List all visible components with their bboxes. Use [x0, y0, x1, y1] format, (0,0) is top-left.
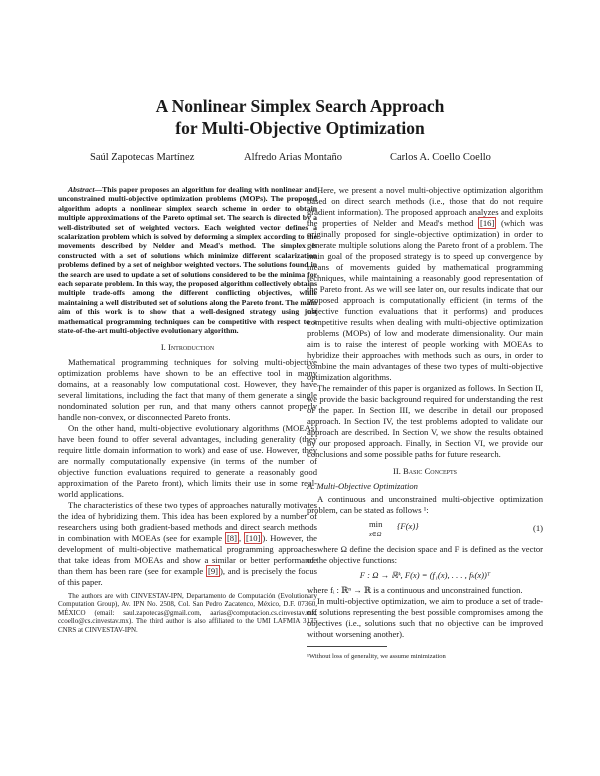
- right-p1-text-b: (which was originally proposed for single-objective optimization) in order to generate multiple solutions along the Pareto front of a problem. The main goal of the proposed strategy is to speed up convergence by means of movements guided by mathematical programming techniques, while maintaining a reasonably good representation of the Pareto front. As we will see later on, our results indicate that our proposed approach is computationally efficient (in terms of the objective function evaluations that it performs) and produces competitive results when dealing with multi-objective optimization problems (MOPs) of low and moderate dimensionality. Our main aim is to raise the interest of people working with MOEAs to hybridize their approaches with methods such as ours, in order to combine the main advantages of these two types of multi-objective optimization algorithms.: [307, 218, 543, 382]
- right-column: [307, 185, 543, 661]
- author-3: Carlos A. Coello Coello: [390, 152, 491, 163]
- right-paragraph-1: [307, 185, 543, 383]
- abstract-text: —This paper proposes an algorithm for dealing with nonlinear and unconstrained multi-objective optimization problems (MOPs). The proposed algorithm adopts a nonlinear simplex search scheme in order to obtain multiple approximations of the Pareto optimal set. The search is directed by a well-distributed set of weighted vectors. Each weighted vector defines a scalarization problem which is solved by deforming a simplex according to the movements described by Nelder and Mead's method. The simplex is constructed with a set of solutions which minimize different scalarization problems defined by a set of neighbor weighted vectors. The solutions found in the search are used to update a set of solutions considered to be the minima for each separate problem. In this way, the proposed algorithm collectively obtains multiple trade-offs among the different conflicting objectives, while maintaining a well distributed set of solutions along the Pareto front. The main aim of this work is to show that a well-designed strategy using just mathematical programming techniques can be competitive with respect to a state-of-the-art multi-objective evolutionary algorithm.: [58, 185, 317, 336]
- subsection-heading: A. Multi-Objective Optimization: [307, 481, 418, 491]
- eq1-min: min: [369, 519, 383, 529]
- left-column: [58, 185, 317, 634]
- right-p1-text-a: Here, we present a novel multi-objective optimization algorithm based on direct search methods (i.e., those that do not require gradient information). The proposed approach analyzes and exploits the properties of Nelder and Mead's method: [307, 185, 543, 228]
- section-heading-basic-concepts: II. Basic Concepts: [393, 466, 457, 476]
- right-paragraph-4: where Ω define the decision space and F is defined as the vector of the objective functions:: [307, 544, 543, 565]
- author-1: Saúl Zapotecas Martínez: [90, 152, 195, 163]
- affiliation-footnote: The authors are with CINVESTAV-IPN, Departamento de Computación (Evolutionary Computation Group), Av. IPN No. 2508, Col. San Pedro Zacatenco, México, D.F. 07360, MÉXICO (email: saul.zapotecas@gmail.com, aarias@computacion.cs.cinvestav.mx, ccoello@cs.cinvestav.mx). The third author is also affiliated to the UMI LAFMIA 3175 CNRS at CINVESTAV-IPN.: [58, 591, 317, 634]
- intro-p3-text-b: ). However, the development of multi-objective mathematical programming approaches that take ideas from MOEAs and show a similar or better performance than them has been rare (see for example: [58, 532, 317, 576]
- right-paragraph-6: In multi-objective optimization, we aim to produce a set of trade-off solutions representing the best possible compromises among the objectives (i.e., solutions such that no objective can be improved without worsening another).: [307, 596, 543, 639]
- abstract-label: Abstract: [68, 185, 95, 194]
- eq1-subscript: x∈Ω: [369, 531, 382, 538]
- citation-link-9[interactable]: [9]: [207, 565, 218, 576]
- equation-2: F : Ω → ℝᵏ, F(x) = (f₁(x), . . . , fₖ(x))ᵀ: [359, 570, 491, 580]
- author-list: [40, 152, 560, 166]
- title-line-2: for Multi-Objective Optimization: [175, 118, 425, 138]
- intro-paragraph-1: Mathematical programming techniques for solving multi-objective optimization problems have shown to be an effective tool in many domains, at a reasonably low computational cost. However, they have several limitations, including the fact that many of them generate a single nondominated solution per run, and that many others cannot properly handle non-convex, or disconnected Pareto fronts.: [58, 356, 317, 422]
- citation-link-8[interactable]: [8]: [226, 532, 237, 543]
- right-paragraph-3: A continuous and unconstrained multi-objective optimization problem, can be stated as follows ¹:: [307, 494, 543, 515]
- eq1-number: (1): [532, 523, 543, 533]
- equation-1: [307, 519, 543, 541]
- title-line-1: A Nonlinear Simplex Search Approach: [155, 96, 445, 116]
- section-heading-introduction: I. Introduction: [160, 341, 215, 352]
- abstract: [58, 185, 317, 336]
- right-paragraph-2: The remainder of this paper is organized as follows. In Section II, we provide the basic background required for understanding the rest of the paper. In Section III, we describe in detail our proposed approach. In Section IV, the test problems adopted to validate our approach are described. In Section V, we show the results obtained by our proposed approach. Finally, in Section VI, we provide our conclusions and some possible paths for future research.: [307, 383, 543, 459]
- intro-p3-sep: ,: [238, 532, 245, 543]
- intro-p3-text-c: ), and is precisely the focus of this paper.: [58, 565, 317, 587]
- footnote-rule: [307, 646, 387, 647]
- intro-paragraph-3: [58, 500, 317, 588]
- intro-paragraph-2: On the other hand, multi-objective evolutionary algorithms (MOEAs) have been found to offer several advantages, including generality (they require little domain information to work) and ease of use. However, they are normally computationally expensive (in terms of the number of objective function evaluations required to generate a reasonably good approximation of the Pareto front), which limits their use in some real-world applications.: [58, 422, 317, 499]
- citation-link-10[interactable]: [10]: [246, 532, 261, 543]
- minimization-footnote: ¹Without loss of generality, we assume minimization: [307, 653, 446, 660]
- eq1-body: {F(x)}: [397, 521, 419, 531]
- right-paragraph-5: where fᵢ : ℝⁿ → ℝ is a continuous and unconstrained function.: [307, 585, 523, 595]
- author-2: Alfredo Arias Montaño: [244, 152, 342, 163]
- intro-p3-text-a: The characteristics of these two types of approaches naturally motivates the idea of hybridizing them. This idea has been explored by a number of researchers using both gradient-based methods and direct search methods in combination with MOEAs (see for example: [58, 499, 317, 543]
- citation-link-16[interactable]: [16]: [480, 218, 495, 228]
- paper-title: [40, 95, 560, 139]
